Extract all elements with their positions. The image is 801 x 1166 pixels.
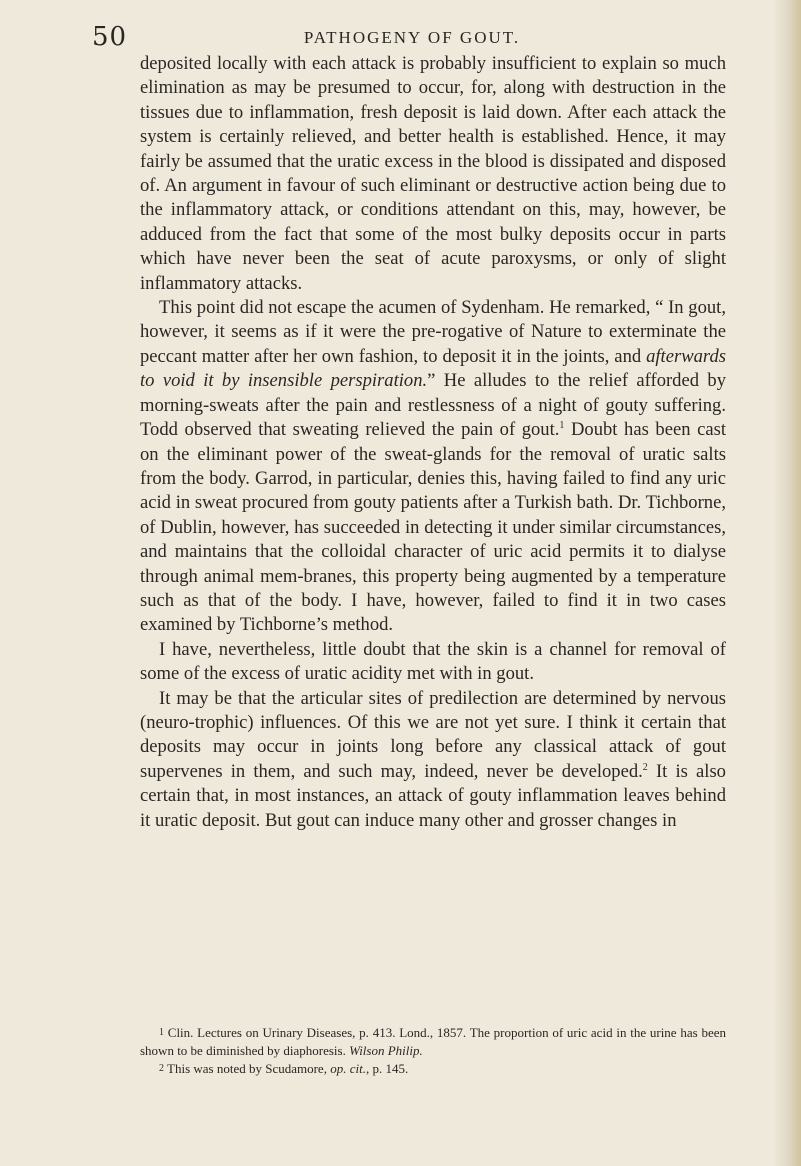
paragraph-4 [140,687,726,833]
paragraph-text: It is also certain that, in most instances, an attack of gouty inflammation leaves behind it uratic deposit. But gout can induce many other and grosser changes in [140,760,726,831]
paragraph-text: Doubt has been cast on the eliminant power of the sweat-glands for the removal of uratic salts from the body. Garrod, in particular, denies this, having failed to find any uric acid in sweat procured from gouty patients after a Turkish bath. Dr. Tichborne, of Dublin, however, has succeeded in detecting it under similar circumstances, and maintains that the colloidal character of uric acid permits it to dialyse through animal mem-branes, this property being augmented by a temperature such as that of the body. I have, however, failed to find it in two cases examined by Tichborne’s method. [140,419,726,636]
footnote-ref: 1 [559,419,565,431]
footnote-text: , p. 145. [365,1061,409,1076]
paragraph-text: deposited locally with each attack is probably insufficient to explain so much elimination as may be presumed to occur, for, along with destruction in the tissues due to inflammation, fresh deposit is laid down. After each attack the system is certainly relieved, and better health is established. Hence, it may fairly be assumed that the uratic excess in the blood is dissipated and disposed of. An argument in favour of such eliminant or destructive action being due to the inflammatory attack, or conditions attendant on this, may, however, be adduced from the fact that some of the most bulky deposits occur in parts which have never been the seat of acute paroxysms, or only of slight inflammatory attacks. [140,53,726,294]
footnote-number: 1 [159,1027,164,1038]
footnote-italic-text: Wilson Philip. [349,1043,423,1058]
footnote-1 [140,1024,726,1060]
page-number: 50 [92,22,128,52]
footnote-text: Clin. Lectures on Urinary Diseases, p. 413. Lond., 1857. The proportion of uric acid in the urine has been shown to be diminished by diaphoresis. [140,1025,726,1058]
running-head: PATHOGENY OF GOUT. [303,28,521,47]
paragraph-italic-text: afterwards to void it by insensible perspiration. [140,345,726,392]
paragraph-text: ” He alludes to the relief afforded by morning-sweats after the pain and restlessness of a night of gouty suffering. Todd observed that sweating relieved the pain of gout. [140,370,726,441]
paragraph-1 [140,52,726,296]
body-text [140,52,726,833]
footnote-number: 2 [159,1063,164,1074]
footnote-ref: 2 [642,761,648,773]
paragraph-text: This point did not escape the acumen of Sydenham. He remarked, “ In gout, however, it seems as if it were the pre-rogative of Nature to exterminate the peccant matter after her own fashion, to deposit it in the joints, and [140,297,726,367]
footnote-2 [140,1060,726,1078]
paragraph-2 [140,296,726,638]
paragraph-text: It may be that the articular sites of predilection are determined by nervous (neuro-trophic) influences. Of this we are not yet sure. I think it certain that deposits may occur in joints long before any classical attack of gout supervenes in them, and such may, indeed, never be developed. [140,687,726,782]
page-edge-shadow [775,0,801,1166]
footnotes [140,1024,726,1078]
paragraph-3 [140,638,726,687]
footnote-text: This was noted by Scudamore, [164,1061,331,1076]
footnote-italic-text: op. cit. [330,1061,366,1076]
paragraph-text: I have, nevertheless, little doubt that the skin is a channel for removal of some of the excess of uratic acidity met with in gout. [140,638,726,685]
